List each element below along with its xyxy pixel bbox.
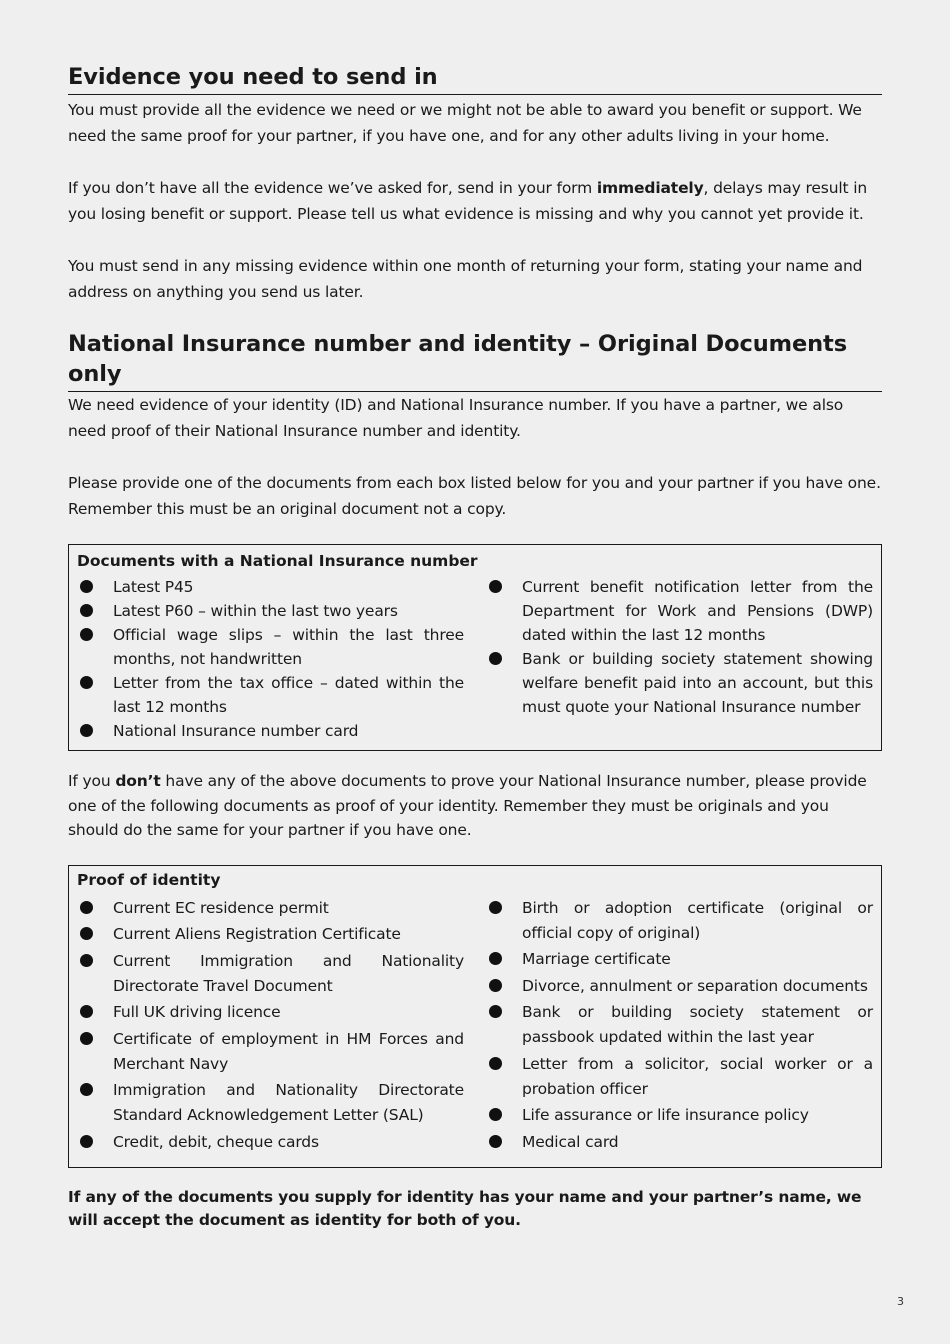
evidence-paragraph-1: You must provide all the evidence we need or we might not be able to award you benefit or support. We need the same proof for your partner, if you have one, and for any other adults living in your home. — [68, 101, 862, 145]
ni-paragraph-1: We need evidence of your identity (ID) and National Insurance number. If you have a partner, we also need proof of their National Insurance number and identity. — [68, 396, 844, 440]
page-number: 3 — [897, 1295, 904, 1308]
list-item-text: Medical card — [522, 1132, 619, 1151]
identity-box-title: Proof of identity — [77, 870, 221, 889]
identity-left-list — [77, 896, 464, 1157]
identity-box — [68, 865, 882, 1168]
list-item-text: Bank or building society statement or passbook updated within the last year — [522, 1003, 873, 1046]
list-item — [77, 1078, 464, 1128]
bullet-icon — [489, 1057, 502, 1070]
list-item-text: Divorce, annulment or separation documents — [522, 976, 868, 995]
closing-note: If any of the documents you supply for identity has your name and your partner’s name, we will accept the document as identity for both of you. — [68, 1187, 862, 1229]
list-item — [77, 599, 464, 623]
bullet-icon — [80, 724, 93, 737]
p2-bold: immediately — [596, 179, 704, 197]
bullet-icon — [489, 979, 502, 992]
bullet-icon — [489, 901, 502, 914]
ni-heading: National Insurance number and identity – Original Documents only — [68, 329, 882, 392]
list-item-text: Current Immigration and Nationality Directorate Travel Document — [113, 951, 464, 995]
list-item — [77, 1027, 464, 1077]
list-item — [77, 575, 464, 599]
bullet-icon — [80, 604, 93, 617]
ni-paragraph-2: Please provide one of the documents from each box listed below for you and your partner if you have one. Remember this must be an original document not a copy. — [68, 474, 881, 518]
list-item — [486, 1130, 873, 1155]
list-item — [486, 575, 873, 647]
list-item-text: Certificate of employment in HM Forces and Merchant Navy — [113, 1029, 464, 1073]
bullet-icon — [489, 1108, 502, 1121]
list-item — [77, 1130, 464, 1155]
evidence-paragraph-3: You must send in any missing evidence within one month of returning your form, stating your name and address on anything you send us later. — [68, 257, 863, 301]
p2-text-a: If you don’t have all the evidence we’ve asked for, send in your form — [68, 179, 597, 197]
list-item — [77, 1000, 464, 1025]
middle-bold: don’t — [115, 772, 161, 790]
list-item — [77, 949, 464, 999]
list-item — [77, 896, 464, 921]
ni-right-list — [486, 575, 873, 743]
list-item — [77, 671, 464, 719]
middle-paragraph — [68, 769, 882, 843]
middle-text-b: have any of the above documents to prove your National Insurance number, please provide one of the following documents as proof of your identity. Remember they must be originals and you should do the same for your partner if you have one. — [68, 772, 867, 839]
bullet-icon — [80, 628, 93, 641]
bullet-icon — [80, 580, 93, 593]
list-item-text: Letter from the tax office – dated within the last 12 months — [113, 674, 464, 716]
bullet-icon — [80, 1032, 93, 1045]
list-item — [486, 974, 873, 999]
bullet-icon — [80, 1083, 93, 1096]
list-item-text: Official wage slips – within the last three months, not handwritten — [113, 626, 464, 668]
list-item — [486, 1052, 873, 1102]
list-item — [77, 719, 464, 743]
list-item-text: Current benefit notification letter from the Department for Work and Pensions (DWP) dated within the last 12 months — [522, 578, 873, 644]
list-item — [77, 623, 464, 671]
list-item-text: National Insurance number card — [113, 722, 359, 740]
bullet-icon — [80, 1135, 93, 1148]
list-item-text: Credit, debit, cheque cards — [113, 1132, 319, 1151]
bullet-icon — [489, 652, 502, 665]
ni-left-list — [77, 575, 464, 743]
bullet-icon — [489, 1135, 502, 1148]
ni-box-title: Documents with a National Insurance number — [77, 552, 478, 570]
list-item-text: Letter from a solicitor, social worker or a probation officer — [522, 1054, 873, 1098]
bullet-icon — [80, 676, 93, 689]
bullet-icon — [80, 927, 93, 940]
page-content — [68, 62, 882, 1232]
p2-text-b: , delays may result in you losing benefit or support. Please tell us what evidence is missing and why you cannot yet provide it. — [68, 179, 868, 223]
list-item-text: Marriage certificate — [522, 950, 671, 968]
bullet-icon — [489, 580, 502, 593]
list-item-text: Birth or adoption certificate (original or official copy of original) — [522, 898, 873, 942]
identity-right-list — [486, 896, 873, 1157]
list-item-text: Life assurance or life insurance policy — [522, 1106, 809, 1124]
list-item-text: Latest P60 – within the last two years — [113, 602, 398, 620]
list-item-text: Latest P45 — [113, 578, 194, 596]
bullet-icon — [80, 954, 93, 967]
bullet-icon — [80, 1005, 93, 1018]
list-item — [486, 1000, 873, 1050]
list-item-text: Full UK driving licence — [113, 1003, 281, 1021]
bullet-icon — [489, 952, 502, 965]
ni-documents-box — [68, 544, 882, 751]
list-item-text: Immigration and Nationality Directorate Standard Acknowledgement Letter (SAL) — [113, 1081, 464, 1124]
list-item — [486, 647, 873, 719]
evidence-paragraph-2 — [68, 175, 882, 227]
bullet-icon — [489, 1005, 502, 1018]
middle-text-a: If you — [68, 772, 116, 790]
list-item-text: Current EC residence permit — [113, 898, 329, 917]
list-item — [486, 947, 873, 972]
bullet-icon — [80, 901, 93, 914]
list-item-text: Current Aliens Registration Certificate — [113, 925, 401, 943]
list-item — [486, 896, 873, 946]
list-item — [486, 1103, 873, 1128]
list-item-text: Bank or building society statement showing welfare benefit paid into an account, but this must quote your National Insurance number — [522, 650, 873, 716]
list-item — [77, 922, 464, 947]
evidence-heading: Evidence you need to send in — [68, 62, 882, 95]
